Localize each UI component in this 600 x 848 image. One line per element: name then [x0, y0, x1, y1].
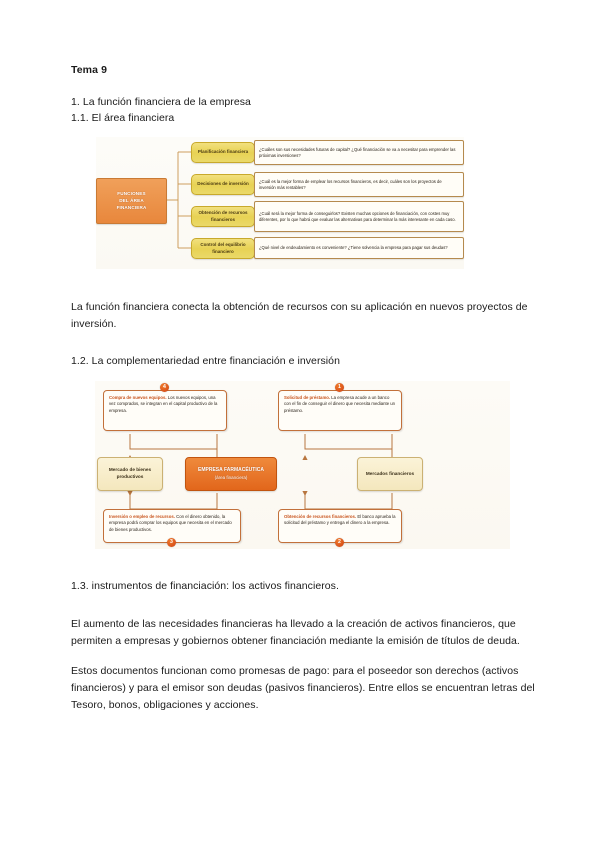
figure1-question-box-4: ¿Qué nivel de endeudamiento es conveniente? ¿Tiene solvencia la empresa para pagar sus deudas? — [254, 237, 464, 259]
figure2-badge-1: 1 — [335, 383, 344, 392]
figure1-question-box-3: ¿Cuál será la mejor forma de conseguirlos? Existen muchas opciones de financiación, con costes muy diferentes, por lo que habrá que evaluar las alternativas para determinar la más interesante en cada caso. — [254, 201, 464, 232]
paragraph-3: Estos documentos funcionan como promesas de pago: para el poseedor son derechos (activos financieros) y para el emisor son deudas (pasivos financieros). Entre ellos se encuentran letras del Tesoro, bonos, obligaciones y acciones. — [71, 665, 535, 712]
figure2-badge-2: 2 — [335, 538, 344, 547]
paragraph-2: El aumento de las necesidades financieras ha llevado a la creación de activos financieros, que permiten a empresas y gobiernos obtener financiación mediante la emisión de títulos de deuda. — [71, 618, 520, 648]
figure2-badge-4: 4 — [160, 383, 169, 392]
figure1-question-box-2: ¿Cuál es la mejor forma de emplear los recursos financieros, es decir, cuáles son los proyectos de inversión más rentables? — [254, 172, 464, 197]
figure2-company-box — [185, 457, 277, 491]
figure-funciones-area-financiera — [96, 137, 464, 269]
figure1-core-line1: FUNCIONES — [117, 190, 146, 196]
figure2-company-subtitle: (área financiera) — [214, 474, 248, 480]
figure2-note-1 — [278, 390, 402, 431]
figure1-core-line3: FINANCIERA — [116, 204, 147, 210]
figure2-note-2-title: Obtención de recursos financieros. — [284, 514, 357, 520]
figure2-note-1-text: La empresa acude a un banco con el fin de conseguir el dinero que necesita mediante un préstamo. — [284, 395, 396, 413]
figure2-note-4-text: Los nuevos equipos, una vez comprados, se integran en el capital productivo de la empresa. — [109, 395, 218, 413]
figure1-function-box-1: Planificación financiera — [191, 142, 255, 163]
page-title: Tema 9 — [71, 64, 108, 76]
figure1-core-line2: DEL ÁREA — [119, 197, 144, 203]
figure2-badge-3: 3 — [167, 538, 176, 547]
heading-section-1-3: 1.3. instrumentos de financiación: los activos financieros. — [71, 580, 339, 593]
figure2-company-title: EMPRESA FARMACÉUTICA — [198, 466, 264, 473]
figure1-function-box-4: Control del equilibrio financiero — [191, 238, 255, 259]
heading-section-1-1: 1.1. El área financiera — [71, 112, 175, 125]
figure2-market-right-box: Mercados financieros — [357, 457, 423, 491]
figure2-note-4-title: Compra de nuevos equipos. — [109, 395, 167, 401]
figure1-function-box-2: Decisiones de inversión — [191, 174, 255, 195]
figure2-note-2-text: El banco aprueba la solicitud del préstamo y entrega el dinero a la empresa. — [284, 514, 396, 526]
figure1-core-box — [96, 178, 167, 224]
figure-complementariedad-financiacion-inversion — [95, 381, 510, 549]
figure2-market-left-box: Mercado de bienes productivos — [97, 457, 163, 491]
heading-section-1-2: 1.2. La complementariedad entre financiación e inversión — [71, 355, 340, 368]
figure2-note-4 — [103, 390, 227, 431]
figure1-question-box-1: ¿Cuáles son sus necesidades futuras de capital? ¿Qué financiación se va a necesitar para emprender las próximas inversiones? — [254, 140, 464, 165]
figure2-note-3-text: Con el dinero obtenido, la empresa podrá comprar los equipos que necesita en el mercado de bienes productivos. — [109, 514, 232, 532]
paragraph-1: La función financiera conecta la obtención de recursos con su aplicación en nuevos proyectos de inversión. — [71, 301, 528, 331]
figure1-function-box-3: Obtención de recursos financieros — [191, 206, 255, 227]
heading-section-1: 1. La función financiera de la empresa — [71, 96, 251, 109]
figure2-note-3-title: Inversión o empleo de recursos. — [109, 514, 175, 520]
figure2-note-1-title: Solicitud de préstamo. — [284, 395, 331, 401]
